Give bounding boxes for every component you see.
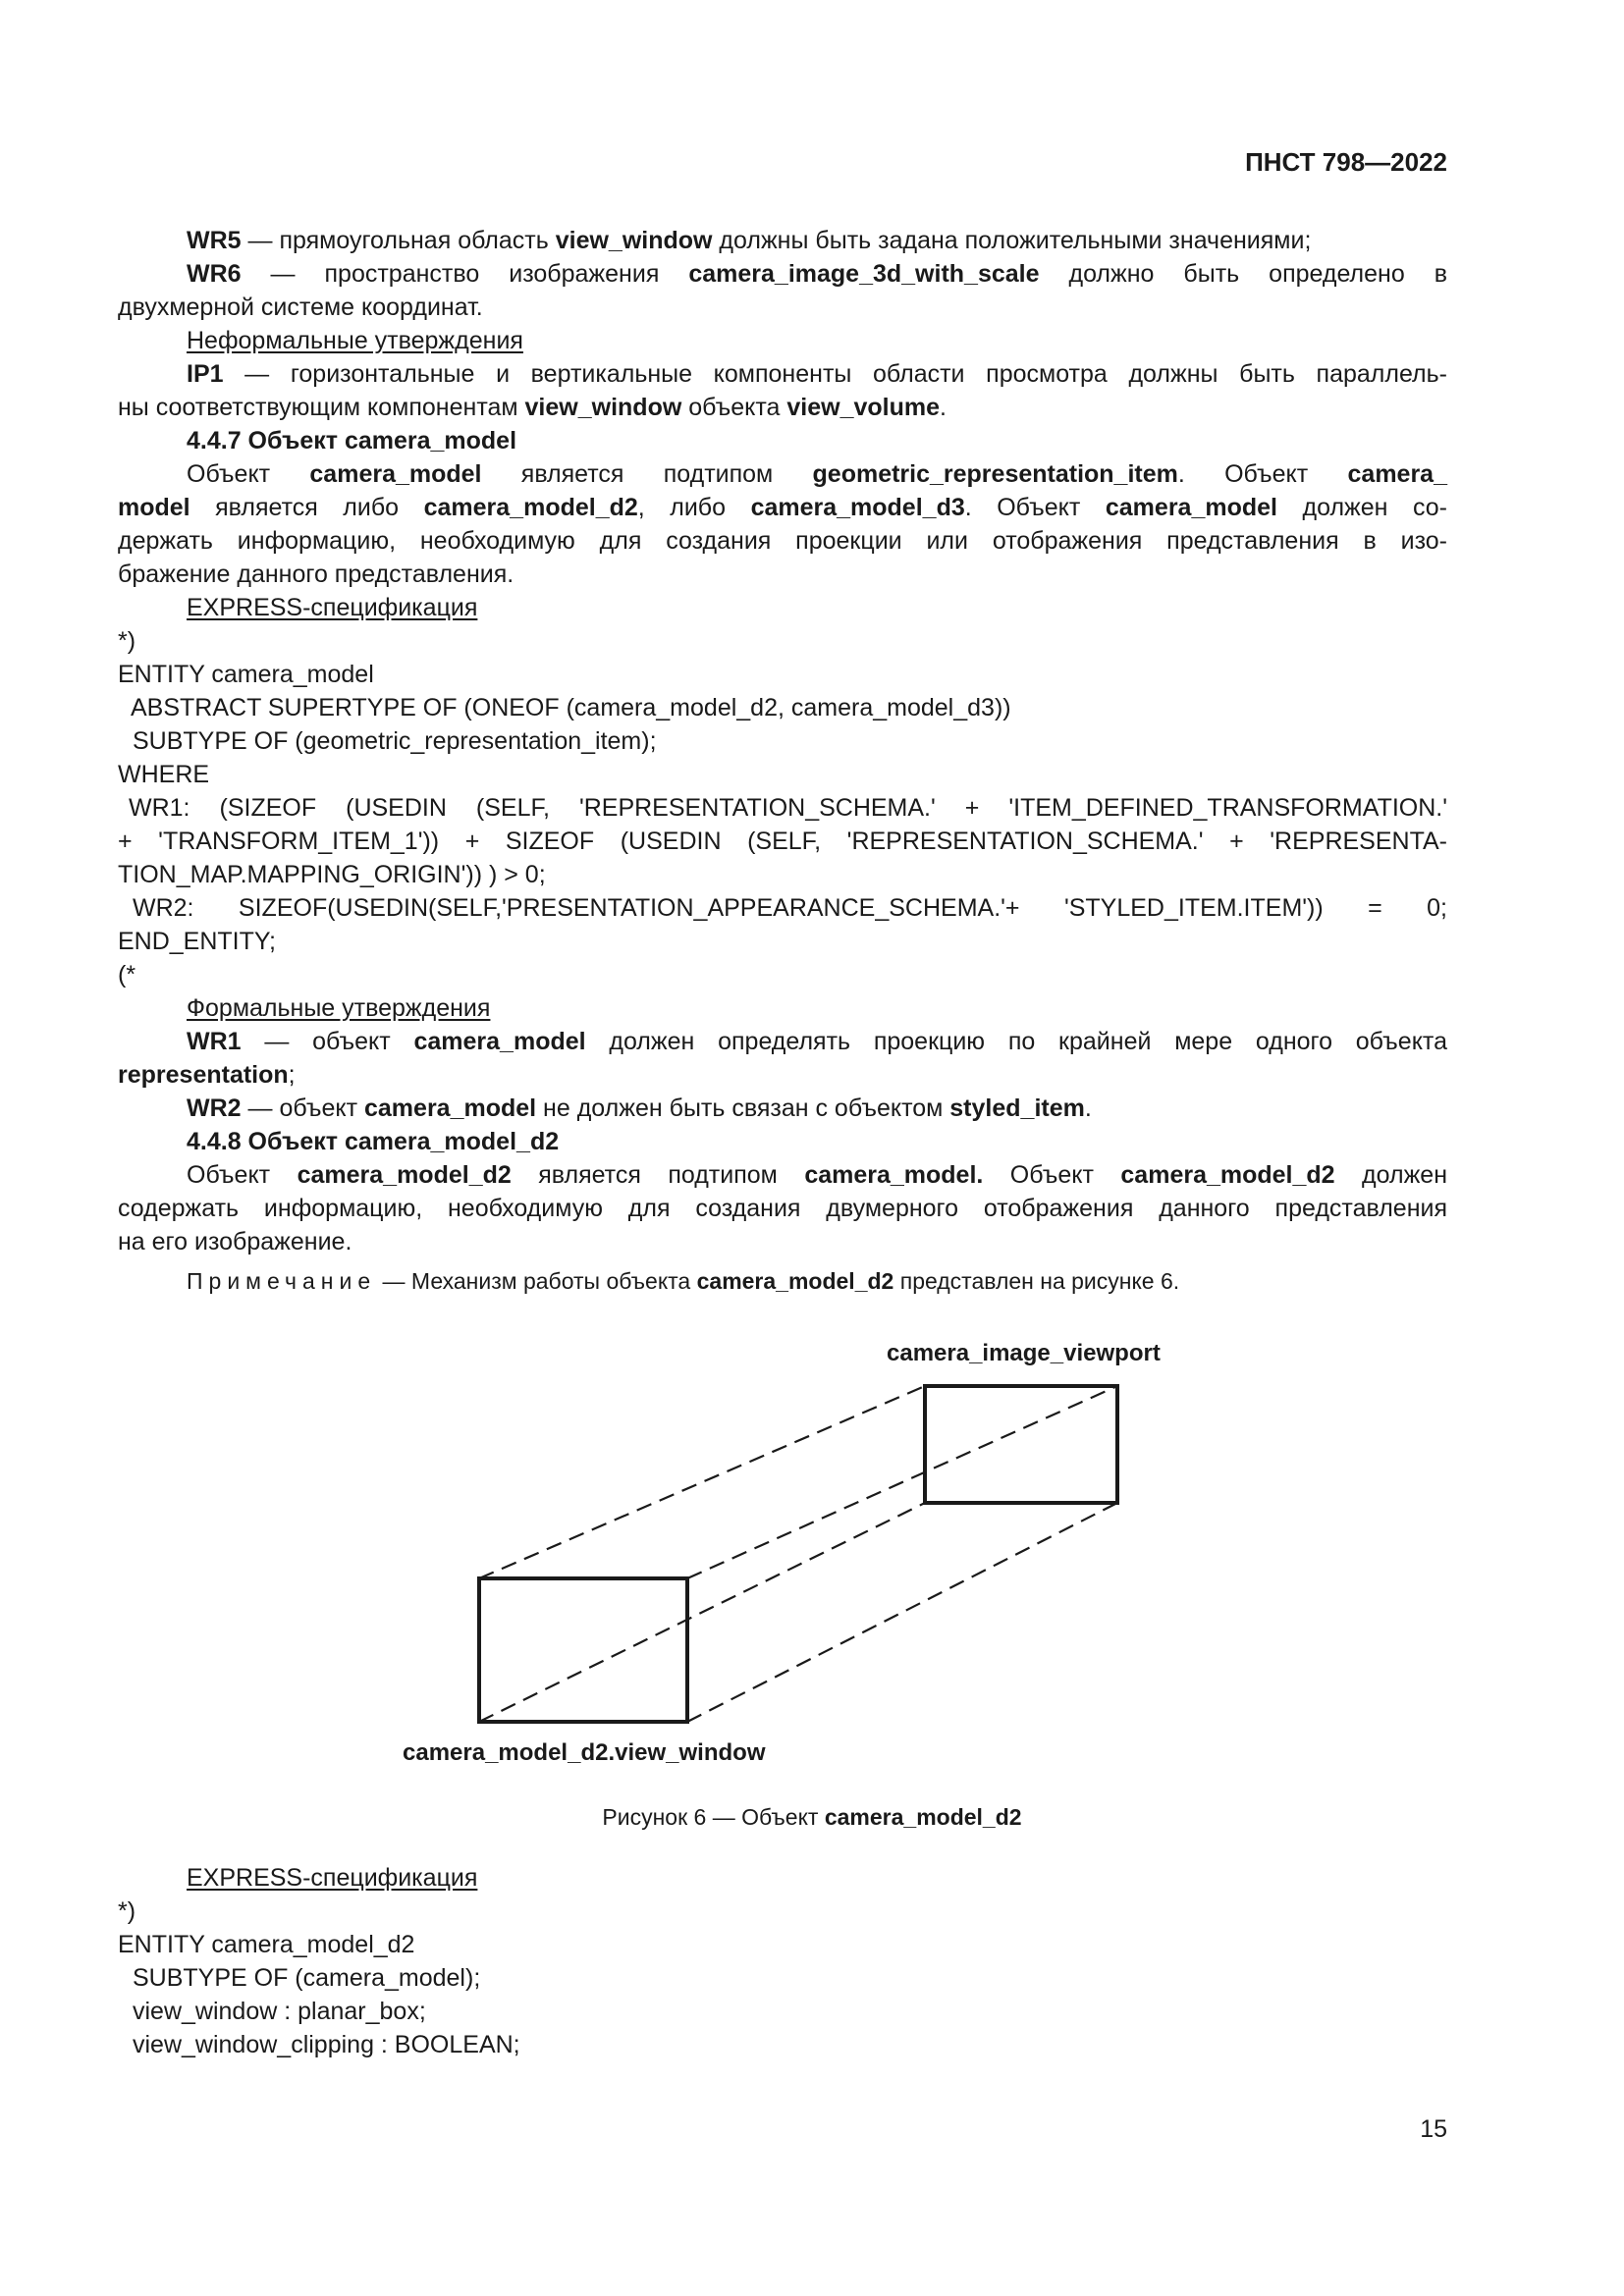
code1-line: + 'TRANSFORM_ITEM_1')) + SIZEOF (USEDIN (SELF, 'REPRESENTATION_SCHEMA.' + 'REPRESENTA- [118, 828, 1447, 855]
code2-line: SUBTYPE OF (camera_model); [133, 1964, 481, 1992]
code1-line: END_ENTITY; [118, 928, 276, 955]
wr5-line: WR5 — прямоугольная область view_window должны быть задана положительными значениями; [187, 227, 1312, 254]
para-4-4-8-line-1: Объект camera_model_d2 является подтипом camera_model. Объект camera_model_d2 должен [187, 1161, 1448, 1189]
document-id: ПНСТ 798—2022 [1245, 147, 1447, 177]
code2-line: view_window_clipping : BOOLEAN; [133, 2031, 520, 2058]
projection-line-bottom-right [687, 1503, 1117, 1722]
para-4-4-7-line-2: model является либо camera_model_d2, либо camera_model_d3. Объект camera_model должен со- [118, 494, 1447, 521]
wr2-label: WR2 [187, 1095, 242, 1122]
wr1-line: WR1 — объект camera_model должен определять проекцию по крайней мере одного объекта [187, 1028, 1447, 1055]
projection-line-bottom-left [479, 1503, 925, 1722]
wr1-label: WR1 [187, 1028, 242, 1055]
wr5-label: WR5 [187, 227, 242, 254]
para-4-4-7-line-1: Объект camera_model является подтипом geometric_representation_item. Объект camera_ [187, 460, 1447, 488]
code2-line: *) [118, 1897, 136, 1925]
code1-line: TION_MAP.MAPPING_ORIGIN')) ) > 0; [118, 861, 546, 888]
code1-line: ENTITY camera_model [118, 661, 374, 688]
express-spec-heading-1: EXPRESS-спецификация [187, 594, 478, 621]
para-4-4-7-line-4: бражение данного представления. [118, 561, 514, 588]
section-4-4-7-heading: 4.4.7 Объект camera_model [187, 427, 517, 454]
code1-line: WR2: SIZEOF(USEDIN(SELF,'PRESENTATION_APPEARANCE_SCHEMA.'+ 'STYLED_ITEM.ITEM')) = 0; [133, 894, 1447, 922]
code1-line: WHERE [118, 761, 210, 788]
ip1-label: IP1 [187, 360, 224, 388]
figure-caption: Рисунок 6 — Объект camera_model_d2 [602, 1804, 1022, 1830]
ip1-line: IP1 — горизонтальные и вертикальные компоненты области просмотра должны быть параллель- [187, 360, 1447, 388]
code1-line: *) [118, 627, 136, 655]
wr6-label: WR6 [187, 260, 242, 288]
projection-line-top-left [479, 1386, 925, 1578]
para-4-4-8-line-2: содержать информацию, необходимую для создания двумерного отображения данного представления [118, 1195, 1447, 1222]
ip1-line-2: ны соответствующим компонентам view_window объекта view_volume. [118, 394, 947, 421]
label-view-window: camera_model_d2.view_window [403, 1739, 766, 1766]
code1-line: WR1: (SIZEOF (USEDIN (SELF, 'REPRESENTATION_SCHEMA.' + 'ITEM_DEFINED_TRANSFORMATION.' [129, 794, 1447, 822]
code1-line: ABSTRACT SUPERTYPE OF (ONEOF (camera_model_d2, camera_model_d3)) [131, 694, 1011, 721]
express-spec-heading-2: EXPRESS-спецификация [187, 1864, 478, 1892]
projection-line-top-right [687, 1386, 1117, 1578]
wr2-line: WR2 — объект camera_model не должен быть связан с объектом styled_item. [187, 1095, 1092, 1122]
para-4-4-8-line-3: на его изображение. [118, 1228, 352, 1255]
figure-note: Примечание — Механизм работы объекта camera_model_d2 представлен на рисунке 6. [187, 1268, 1180, 1294]
wr6-line-2: двухмерной системе координат. [118, 294, 483, 321]
code1-line: SUBTYPE OF (geometric_representation_item); [133, 727, 657, 755]
label-camera-image-viewport: camera_image_viewport [887, 1340, 1161, 1366]
figure-6-diagram [461, 1364, 1149, 1757]
section-4-4-8-heading: 4.4.8 Объект camera_model_d2 [187, 1128, 560, 1155]
note-label: Примечание [187, 1268, 377, 1294]
view-window-rectangle [479, 1578, 687, 1722]
wr1-line-2: representation; [118, 1061, 296, 1089]
wr6-line: WR6 — пространство изображения camera_image_3d_with_scale должно быть определено в [187, 260, 1447, 288]
code1-line: (* [118, 961, 136, 988]
informal-assertions-heading: Неформальные утверждения [187, 327, 523, 354]
viewport-rectangle [925, 1386, 1117, 1503]
code2-line: ENTITY camera_model_d2 [118, 1931, 415, 1958]
page-number: 15 [1420, 2115, 1447, 2143]
para-4-4-7-line-3: держать информацию, необходимую для создания проекции или отображения представления в изо- [118, 527, 1447, 555]
code2-line: view_window : planar_box; [133, 1998, 426, 2025]
formal-assertions-heading: Формальные утверждения [187, 994, 491, 1022]
